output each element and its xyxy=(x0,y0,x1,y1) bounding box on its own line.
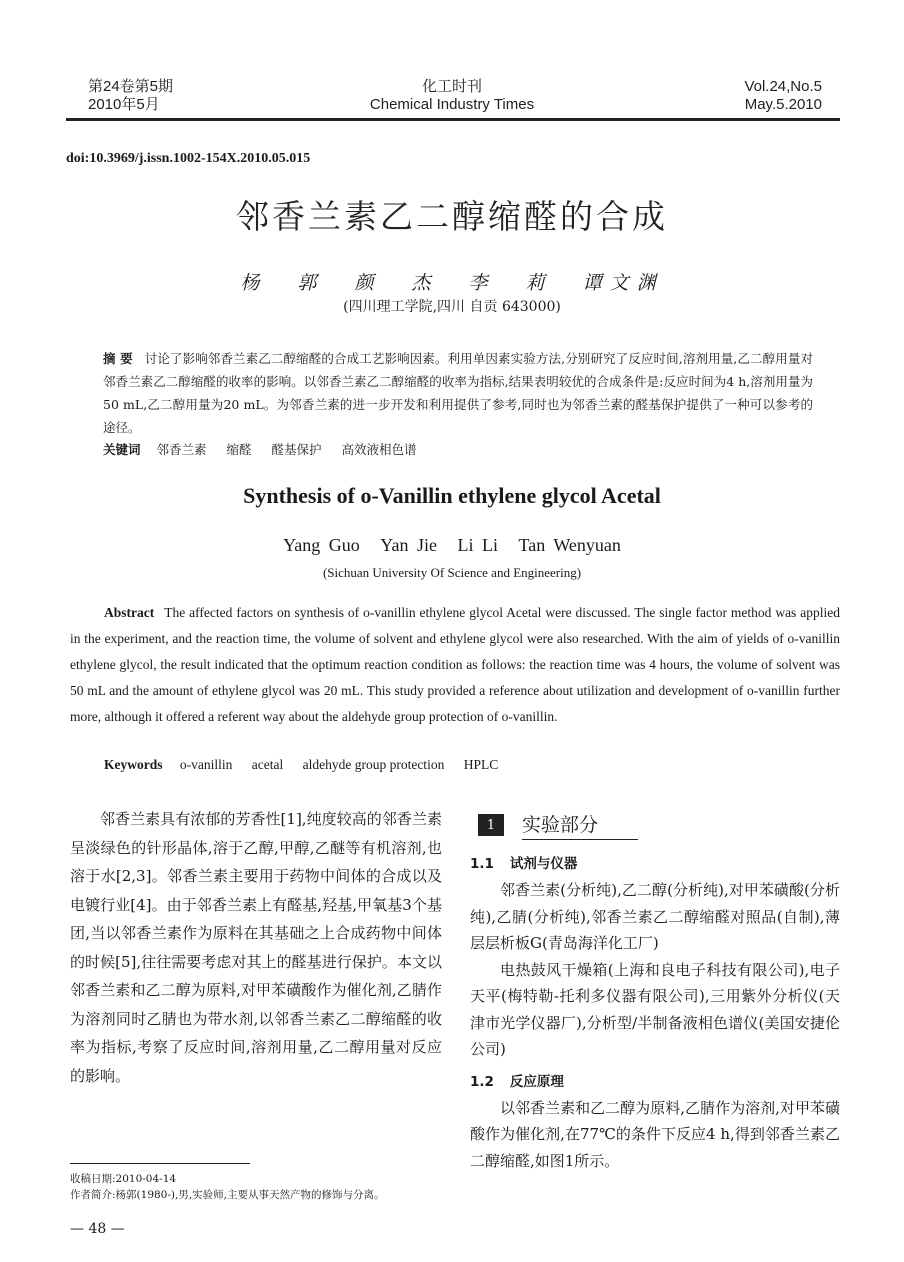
title-cn: 邻香兰素乙二醇缩醛的合成 xyxy=(236,197,668,236)
abstract-cn-text: 讨论了影响邻香兰素乙二醇缩醛的合成工艺影响因素。利用单因素实验方法,分别研究了反应时间,溶剂用量,乙二醇用量对邻香兰素乙二醇缩醛的收率的影响。以邻香兰素乙二醇缩醛的收率为指标,结果表明较优的合成条件是:反应时间为4 h,溶剂用量为50 mL,乙二醇用量为20 mL。为邻香兰素的进一步开发和利用提供了参考,同时也为邻香兰素的醛基保护提供了一种可以参考的途径。 xyxy=(103,351,813,435)
abstract-cn-label: 摘 要 xyxy=(103,351,133,366)
reaction-paragraph: 以邻香兰素和乙二醇为原料,乙腈作为溶剂,对甲苯磺酸作为催化剂,在77℃的条件下反应4 h,得到邻香兰素乙二醇缩醛,如图1所示。 xyxy=(470,1098,840,1170)
keyword-cn: 邻香兰素 xyxy=(156,442,207,457)
author-en: Yan Jie xyxy=(380,535,437,555)
intro-paragraph: 邻香兰素具有浓郁的芳香性[1],纯度较高的邻香兰素呈淡绿色的针形晶体,溶于乙醇,甲醇,乙醚等有机溶剂,也溶于水[2,3]。邻香兰素主要用于药物中间体的合成以及电镀行业[4]。由于邻香兰素上有醛基,羟基,甲氧基3个基团,当以邻香兰素作为原料在其基础之上合成药物中间体的时候[5],往往需要考虑对其上的醛基进行保护。本文以邻香兰素和乙二醇为原料,对甲苯磺酸作为催化剂,乙腈作为溶剂同时乙腈也为带水剂,以邻香兰素乙二醇缩醛的收率为指标,考察了反应时间,溶剂用量,乙二醇用量对反应的影响。 xyxy=(70,810,442,1085)
author-en: Li Li xyxy=(457,535,498,555)
keywords-cn xyxy=(103,441,813,459)
keywords-cn-label: 关键词 xyxy=(103,442,141,457)
footnote-author: 作者简介:杨郭(1980-),男,实验师,主要从事天然产物的修饰与分离。 xyxy=(70,1189,385,1201)
title-en: Synthesis of o-Vanillin ethylene glycol Acetal xyxy=(243,483,661,508)
journal-name-cn: 化工时刊 xyxy=(421,78,482,95)
keyword-en: o-vanillin xyxy=(179,757,233,772)
journal-issue-en xyxy=(744,78,822,114)
page-number: — 48 — xyxy=(70,1221,125,1237)
reagents-paragraph: 邻香兰素(分析纯),乙二醇(分析纯),对甲苯磺酸(分析纯),乙腈(分析纯),邻香兰素乙二醇缩醛对照品(自制),薄层层析板G(青岛海洋化工厂) xyxy=(470,881,840,952)
subsection-title: 反应原理 xyxy=(509,1073,564,1090)
keyword-en: acetal xyxy=(251,757,284,772)
authors-en xyxy=(0,535,904,556)
issue-date-en: May.5.2010 xyxy=(744,96,822,113)
keyword-cn: 醛基保护 xyxy=(271,442,322,457)
abstract-en xyxy=(70,600,840,730)
keywords-en xyxy=(104,757,514,773)
issue-volume-cn: 第24卷第5期 xyxy=(88,78,174,95)
affiliation-en: (Sichuan University Of Science and Engineering) xyxy=(322,565,582,580)
subsection-title: 试剂与仪器 xyxy=(509,856,578,872)
section-title: 实验部分 xyxy=(522,810,638,840)
authors-cn: 杨 郭 颜 杰 李 莉 谭文渊 xyxy=(240,272,664,294)
section-heading xyxy=(470,805,840,845)
author-en: Yang Guo xyxy=(283,535,360,555)
issue-date-cn: 2010年5月 xyxy=(88,96,160,113)
abstract-cn xyxy=(103,347,813,439)
author-en: Tan Wenyuan xyxy=(518,535,621,555)
footnote-rule xyxy=(70,1163,250,1164)
instruments-paragraph: 电热鼓风干燥箱(上海和良电子科技有限公司),电子天平(梅特勒-托利多仪器有限公司),三用紫外分析仪(天津市光学仪器厂),分析型/半制备液相色谱仪(美国安捷伦公司) xyxy=(470,960,840,1058)
issue-volume-en: Vol.24,No.5 xyxy=(744,78,822,95)
journal-name-en: Chemical Industry Times xyxy=(369,96,535,113)
section-number-badge: 1 xyxy=(478,814,504,836)
subsection-heading xyxy=(470,851,840,877)
subsection-heading xyxy=(470,1069,840,1095)
keyword-cn: 高效液相色谱 xyxy=(341,442,417,457)
keywords-en-label: Keywords xyxy=(104,757,163,772)
abstract-en-text: The affected factors on synthesis of o-vanillin ethylene glycol Acetal were discussed. The single factor method was applied in the experiment, and the reaction time, the volume of solvent and ethylene glycol were also researched. With the aim of yields of o-vanillin ethylene glycol, the result indicated that the optimum reaction condition as follows: the reaction time was 4 hours, the volume of solvent was 50 mL and the amount of ethylene glycol was 20 mL. This study provided a reference about utilization and development of o-vanillin further more, although it offered a referent way about the aldehyde group protection of o-vanillin. xyxy=(70,605,840,724)
header-rule xyxy=(66,118,840,121)
experimental-section xyxy=(470,805,840,1174)
keyword-en: HPLC xyxy=(463,757,499,772)
subsection-number: 1.2 xyxy=(470,1073,494,1090)
footnote-received: 收稿日期:2010-04-14 xyxy=(70,1173,177,1185)
affiliation-cn: (四川理工学院,四川 自贡 643000) xyxy=(343,299,561,315)
doi: doi:10.3969/j.issn.1002-154X.2010.05.015 xyxy=(66,151,311,166)
keyword-en: aldehyde group protection xyxy=(302,757,445,772)
abstract-en-label: Abstract xyxy=(104,605,155,620)
subsection-number: 1.1 xyxy=(470,856,494,872)
keyword-cn: 缩醛 xyxy=(226,442,252,457)
